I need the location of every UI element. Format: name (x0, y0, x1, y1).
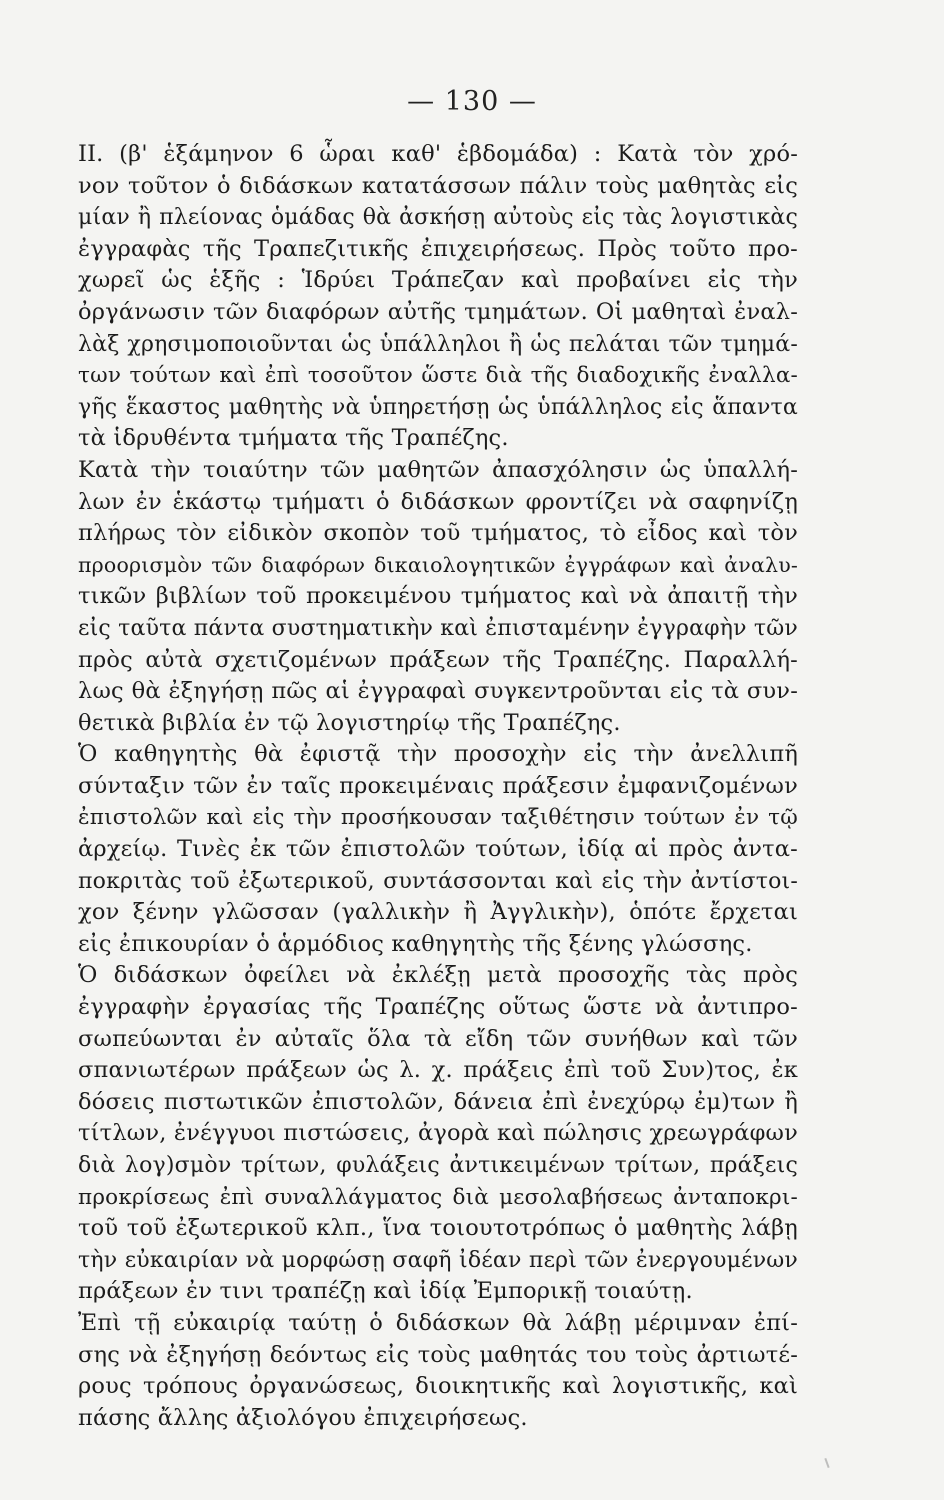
text-line: τικῶν βιβλίων τοῦ προκειμένου τμήματος καὶ νὰ ἀπαιτῇ τὴν (78, 583, 798, 610)
page-number: — 130 — (407, 86, 537, 117)
text-line: τὰ ἱδρυθέντα τμήματα τῆς Τραπέζης. (78, 425, 509, 452)
text-line: ρους τρόπους ὀργανώσεως, διοικητικῆς καὶ λογιστικῆς, καὶ (78, 1373, 798, 1400)
text-line: Κατὰ τὴν τοιαύτην τῶν μαθητῶν ἀπασχόλησιν ὡς ὑπαλλή- (78, 456, 798, 483)
scan-speck (824, 1458, 829, 1468)
text-line: δόσεις πιστωτικῶν ἐπιστολῶν, δάνεια ἐπὶ ἐνεχύρῳ ἐμ)των ἢ (78, 1088, 798, 1115)
text-line: ΙΙ. (β' ἑξάμηνον 6 ὧραι καθ' ἑβδομάδα) : Κατὰ τὸν χρό- (78, 141, 798, 167)
text-line: χον ξένην γλῶσσαν (γαλλικὴν ἢ Ἀγγλικὴν), ὁπότε ἔρχεται (78, 899, 798, 926)
text-line: ποκριτὰς τοῦ ἐξωτερικοῦ, συντάσσονται καὶ εἰς τὴν ἀντίστοι- (78, 868, 798, 894)
text-line: σωπεύωνται ἐν αὐταῖς ὅλα τὰ εἴδη τῶν συνήθων καὶ τῶν (78, 1025, 798, 1052)
text-line: Ὁ διδάσκων ὀφείλει νὰ ἐκλέξῃ μετὰ προσοχῆς τὰς πρὸς (78, 962, 798, 989)
text-line: πράξεων ἐν τινι τραπέζῃ καὶ ἰδίᾳ Ἐμπορικῇ τοιαύτῃ. (78, 1278, 693, 1305)
text-line: μίαν ἢ πλείονας ὁμάδας θὰ ἀσκήσῃ αὐτοὺς εἰς τὰς λογιστικὰς (78, 205, 798, 231)
text-line: ἐπιστολῶν καὶ εἰς τὴν προσήκουσαν ταξιθέτησιν τούτων ἐν τῷ (78, 805, 798, 831)
text-line: πάσης ἄλλης ἀξιολόγου ἐπιχειρήσεως. (78, 1404, 528, 1431)
text-line: χωρεῖ ὡς ἑξῆς : Ἱδρύει Τράπεζαν καὶ προβαίνει εἰς τὴν (78, 267, 798, 294)
text-line: λως θὰ ἐξηγήσῃ πῶς αἱ ἐγγραφαὶ συγκεντροῦνται εἰς τὰ συν- (78, 678, 798, 705)
text-line: προορισμὸν τῶν διαφόρων δικαιολογητικῶν ἐγγράφων καὶ ἀναλυ- (78, 552, 798, 577)
text-line: τίτλων, ἐνέγγυοι πιστώσεις, ἀγορὰ καὶ πώλησις χρεωγράφων (78, 1120, 798, 1147)
text-line: ἐγγραφὰς τῆς Τραπεζιτικῆς ἐπιχειρήσεως. Πρὸς τοῦτο προ- (78, 235, 798, 262)
text-line: πλήρως τὸν εἰδικὸν σκοπὸν τοῦ τμήματος, τὸ εἶδος καὶ τὸν (78, 520, 798, 547)
text-line: τοῦ τοῦ ἐξωτερικοῦ κλπ., ἵνα τοιουτοτρόπως ὁ μαθητὴς λάβῃ (78, 1215, 798, 1242)
text-line: εἰς ταῦτα πάντα συστηματικὴν καὶ ἐπισταμένην ἐγγραφὴν τῶν (78, 615, 798, 641)
text-line: γῆς ἕκαστος μαθητὴς νὰ ὑπηρετήσῃ ὡς ὑπάλληλος εἰς ἅπαντα (78, 394, 798, 420)
text-line: ἐγγραφὴν ἐργασίας τῆς Τραπέζης οὕτως ὥστε νὰ ἀντιπρο- (78, 994, 798, 1021)
text-line: λὰξ χρησιμοποιοῦνται ὡς ὑπάλληλοι ἢ ὡς πελάται τῶν τμημά- (78, 331, 798, 357)
text-line: θετικὰ βιβλία ἐν τῷ λογιστηρίῳ τῆς Τραπέζης. (78, 709, 621, 736)
text-line: προκρίσεως ἐπὶ συναλλάγματος διὰ μεσολαβήσεως ἀνταποκρι- (78, 1184, 798, 1210)
text-line: σης νὰ ἐξηγήσῃ δεόντως εἰς τοὺς μαθητάς του τοὺς ἀρτιωτέ- (78, 1341, 798, 1368)
text-line: σπανιωτέρων πράξεων ὡς λ. χ. πράξεις ἐπὶ τοῦ Συν)τος, ἐκ (78, 1057, 798, 1084)
body-text (78, 139, 798, 1434)
text-line: σύνταξιν τῶν ἐν ταῖς προκειμέναις πράξεσιν ἐμφανιζομένων (78, 772, 798, 799)
text-line: εἰς ἐπικουρίαν ὁ ἁρμόδιος καθηγητὴς τῆς ξένης γλώσσης. (78, 930, 753, 957)
text-line: λων ἐν ἑκάστῳ τμήματι ὁ διδάσκων φροντίζει νὰ σαφηνίζῃ (78, 488, 798, 515)
text-line: των τούτων καὶ ἐπὶ τοσοῦτον ὥστε διὰ τῆς διαδοχικῆς ἐναλλα- (78, 363, 798, 389)
text-line: τὴν εὐκαιρίαν νὰ μορφώσῃ σαφῆ ἰδέαν περὶ τῶν ἐνεργουμένων (78, 1247, 798, 1273)
text-line: νον τοῦτον ὁ διδάσκων κατατάσσων πάλιν τοὺς μαθητὰς εἰς (78, 172, 798, 199)
text-line: ἀρχείῳ. Τινὲς ἐκ τῶν ἐπιστολῶν τούτων, ἰδίᾳ αἱ πρὸς ἀντα- (78, 836, 798, 863)
text-line: Ὁ καθηγητὴς θὰ ἐφιστᾷ τὴν προσοχὴν εἰς τὴν ἀνελλιπῆ (78, 741, 798, 768)
text-line: ὀργάνωσιν τῶν διαφόρων αὐτῆς τμημάτων. Οἱ μαθηταὶ ἐναλ- (78, 298, 798, 325)
text-line: πρὸς αὐτὰ σχετιζομένων πράξεων τῆς Τραπέζης. Παραλλή- (78, 646, 798, 673)
text-line: διὰ λογ)σμὸν τρίτων, φυλάξεις ἀντικειμένων τρίτων, πράξεις (78, 1153, 798, 1178)
text-line: Ἐπὶ τῇ εὐκαιρίᾳ ταύτῃ ὁ διδάσκων θὰ λάβῃ μέριμναν ἐπί- (78, 1309, 798, 1336)
